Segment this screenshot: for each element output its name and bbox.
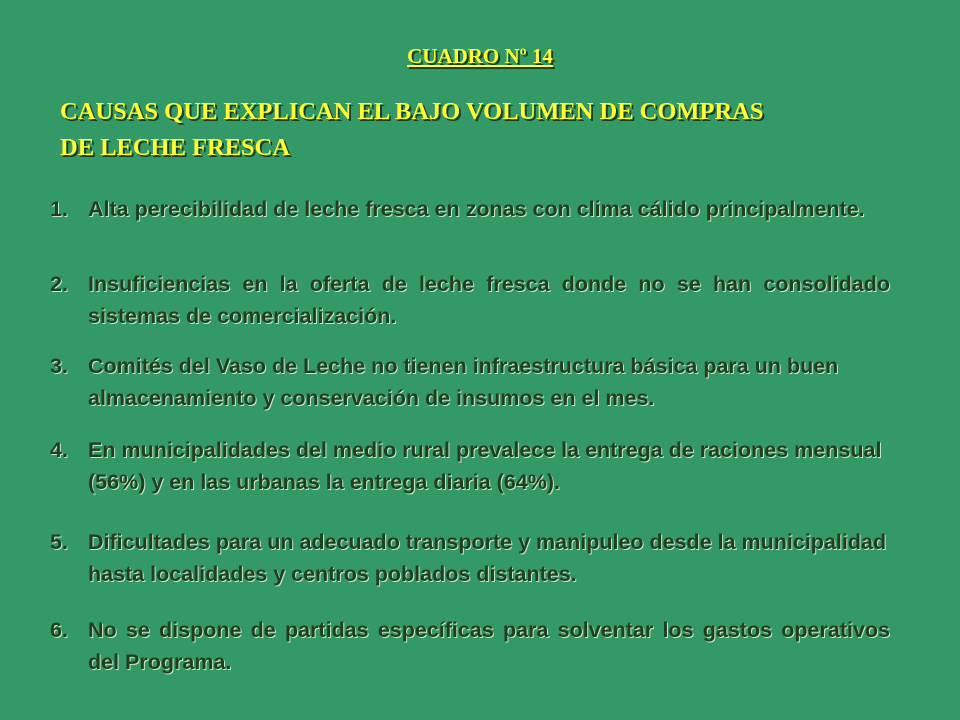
list-item	[50, 193, 890, 225]
table-number: CUADRO Nº 14	[407, 44, 553, 68]
item-number: 2.	[50, 272, 68, 296]
item-text: Dificultades para un adecuado transporte y manipuleo desde la municipalidad hasta localidades y centros poblados distantes.	[88, 530, 887, 586]
item-number: 6.	[50, 618, 68, 642]
item-number: 5.	[50, 530, 68, 554]
item-number: 3.	[50, 354, 68, 378]
item-number: 4.	[50, 438, 68, 462]
item-number: 1.	[50, 197, 68, 221]
item-text: No se dispone de partidas específicas para solventar los gastos operativos del Programa.	[88, 618, 890, 674]
item-text: En municipalidades del medio rural prevalece la entrega de raciones mensual (56%) y en las urbanas la entrega diaria (64%).	[88, 438, 882, 494]
item-text: Insuficiencias en la oferta de leche fresca donde no se han consolidado sistemas de comercialización.	[88, 272, 890, 328]
list-item	[50, 526, 890, 590]
item-text: Comités del Vaso de Leche no tienen infraestructura básica para un buen almacenamiento y conservación de insumos en el mes.	[88, 354, 839, 410]
title-line-1: CAUSAS QUE EXPLICAN EL BAJO VOLUMEN DE COMPRAS	[60, 98, 764, 125]
list-item	[50, 350, 890, 414]
item-text: Alta perecibilidad de leche fresca en zonas con clima cálido principalmente.	[88, 197, 865, 221]
title-line-2: DE LECHE FRESCA	[60, 134, 291, 161]
list-item	[50, 614, 890, 678]
list-item	[50, 434, 890, 498]
slide-title	[60, 94, 920, 166]
list-item	[50, 268, 890, 332]
